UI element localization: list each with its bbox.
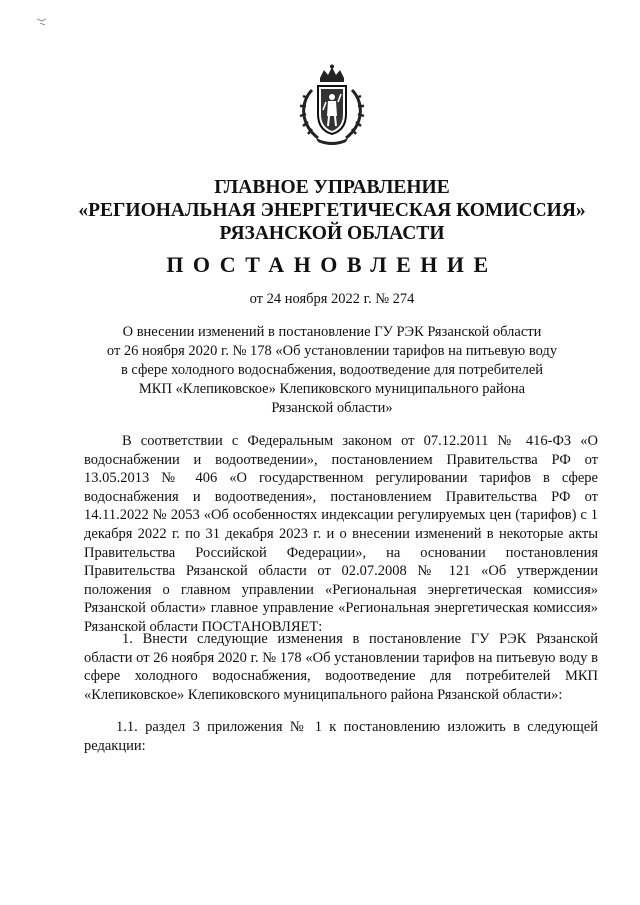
authority-title-line-3: РЯЗАНСКОЙ ОБЛАСТИ — [219, 223, 445, 244]
subject-line-5: Рязанской области» — [271, 400, 393, 416]
preamble-paragraph: В соответствии с Федеральным законом от 07.12.2011 № 416-ФЗ «О водоснабжении и водоотведении», постановлением Правительства РФ от 13.05.2013 № 406 «О государственном регулировании тарифов в сфере водоснабжения и водоотведения», постановлением Правительства РФ от 14.11.2022 № 2053 «Об особенностях индексации регулируемых цен (тарифов) с 1 декабря 2022 г. по 31 декабря 2023 г. и о внесении изменений в некоторые акты Правительства Российской Федерации», на основании постановления Правительства Рязанской области от 02.07.2008 № 121 «Об утверждении положения о главном управлении «Региональная энергетическая комиссия» Рязанской области» главное управление «Региональная энергетическая комиссия» Рязанской области ПОСТАНОВЛЯЕТ: — [84, 433, 598, 635]
preamble-block — [84, 432, 598, 637]
item-1-1-block — [84, 718, 598, 755]
document-date-number: от 24 ноября 2022 г. № 274 — [249, 291, 415, 307]
subject-line-4: МКП «Клепиковское» Клепиковского муниципального района — [138, 381, 526, 397]
authority-title — [40, 176, 624, 245]
authority-title-line-2: «РЕГИОНАЛЬНАЯ ЭНЕРГЕТИЧЕСКАЯ КОМИССИЯ» — [78, 200, 586, 221]
item-1-block — [84, 630, 598, 704]
item-1-1-paragraph: 1.1. раздел 3 приложения № 1 к постановлению изложить в следующей редакции: — [84, 719, 598, 754]
subject-line-1: О внесении изменений в постановление ГУ РЭК Рязанской области — [122, 324, 542, 340]
authority-title-line-1: ГЛАВНОЕ УПРАВЛЕНИЕ — [214, 177, 450, 198]
document-subject — [94, 323, 570, 418]
subject-line-3: в сфере холодного водоснабжения, водоотведение для потребителей — [120, 362, 544, 378]
corner-mark — [36, 14, 48, 24]
coat-of-arms-icon — [296, 64, 368, 146]
subject-line-2: от 26 ноября 2020 г. № 178 «Об установлении тарифов на питьевую воду — [106, 343, 558, 359]
item-1-paragraph: 1. Внести следующие изменения в постановление ГУ РЭК Рязанской области от 26 ноября 2020 г. № 178 «Об установлении тарифов на питьевую воду в сфере холодного водоснабжения, водоотведение для потребителей МКП «Клепиковское» Клепиковского муниципального района Рязанской области»: — [84, 631, 598, 703]
document-type: ПОСТАНОВЛЕНИЕ — [166, 252, 498, 277]
